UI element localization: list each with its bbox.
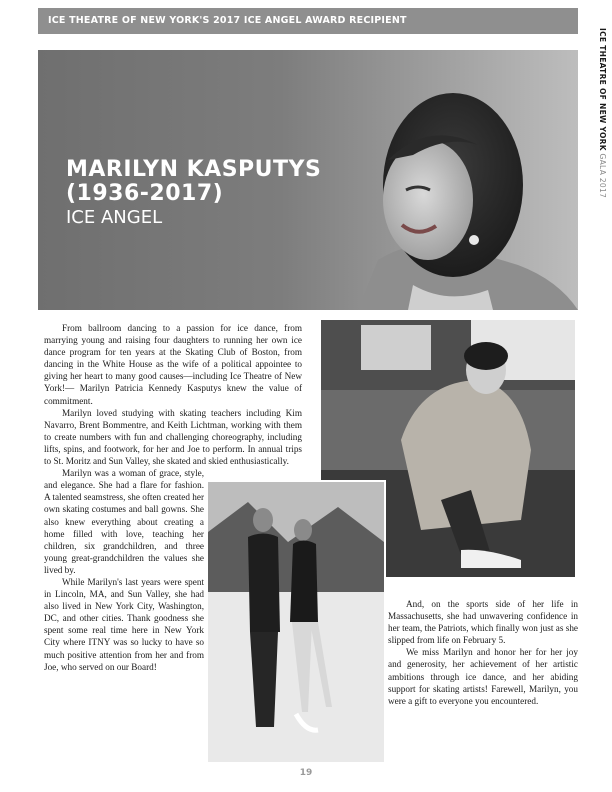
hero-title — [66, 158, 321, 230]
award-title: ICE ANGEL — [66, 207, 163, 228]
portrait-photo — [318, 50, 578, 310]
hero-banner — [38, 50, 578, 310]
pairs-skating-photo — [208, 480, 386, 762]
article-paragraph: Marilyn was a woman of grace, style, and elegance. She had a flare for fashion. A talented seamstress, she often created her own skating costumes and ball gowns. She also knew everything about creating a home filled with love, teaching her children, six grandchildren, and three young great-grandchildren the values she lived by. — [44, 468, 204, 575]
side-gala: GALA 2017 — [598, 150, 607, 199]
article-narrow-column — [44, 467, 204, 673]
article-paragraph: While Marilyn's last years were spent in Lincoln, MA, and Sun Valley, she had also lived in New York City, Washington, DC, and other cities. Thank goodness she spent some real time here in New York City where ITNY was so lucky to have so much positive attention from her and from Joe, who served on our Board! — [44, 576, 204, 672]
pairs-skating-image — [208, 482, 384, 762]
article-paragraph: Marilyn loved studying with skating teachers including Kim Navarro, Brent Bommentre, and Keith Lichtman, working with them to create numbers with fun and challenging choreography, including lifts, spins, and footwork, for her and Joe to perform. In annual trips to St. Moritz and Sun Valley, she skated and skied enthusiastically. — [44, 407, 302, 467]
article-paragraph: We miss Marilyn and honor her for her joy and generosity, her achievement of her artistic ambitions through ice dance, and her abiding support for skating artists! Farewell, Marilyn, you were a gift to everyone you encountered. — [388, 647, 578, 706]
side-running-head — [598, 28, 607, 198]
honoree-name: MARILYN KASPUTYS — [66, 157, 322, 182]
page-number: 19 — [299, 768, 313, 778]
article-paragraph: From ballroom dancing to a passion for ice dance, from marrying young and raising four daughters to running her own ice dance program for ten years at the Skating Club of Boston, from dancing in the White House as the wife of a political appointee to giving her heart to many good causes—including Ice Theatre of New York!— Marilyn Patricia Kennedy Kasputys knew the value of commitment. — [44, 323, 302, 406]
article-right-column — [388, 598, 578, 707]
article-paragraph: And, on the sports side of her life in Massachusetts, she had unwavering confidence in her team, the Patriots, which finally won just as she slipped from life on February 5. — [388, 599, 578, 646]
side-title: ICE THEATRE OF NEW YORK — [598, 28, 607, 151]
honoree-years: (1936-2017) — [66, 181, 224, 206]
header-banner: ICE THEATRE OF NEW YORK'S 2017 ICE ANGEL AWARD RECIPIENT — [38, 8, 578, 34]
